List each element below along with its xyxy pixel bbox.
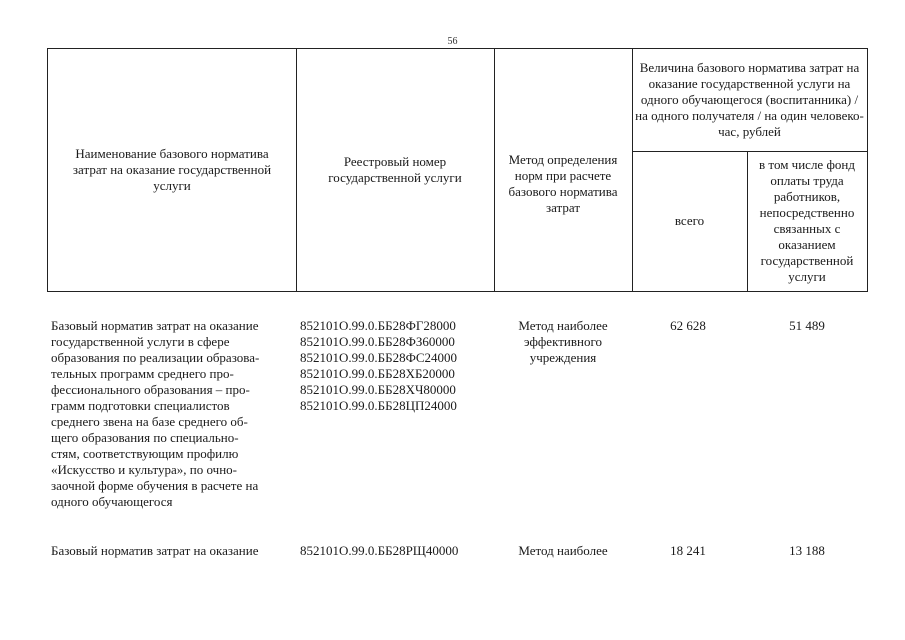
header-total: всего (674, 213, 705, 228)
name-line: фессионального образования – про- (51, 382, 250, 397)
registry-number: 852101О.99.0.ББ28РЩ40000 (300, 543, 459, 558)
name-line: заочной форме обучения в расчете на (51, 478, 259, 493)
row-total: 18 241 (670, 543, 706, 558)
row-registry (300, 318, 500, 414)
name-line: «Искусство и культура», по очно- (51, 462, 237, 477)
name-line: Базовый норматив затрат на оказание (51, 543, 259, 558)
registry-number: 852101О.99.0.ББ28ХЧ80000 (300, 382, 456, 397)
name-line: стям, соответствующим профилю (51, 446, 239, 461)
header-name: Наименование базового норматива затрат на оказание государственной услуги (72, 146, 272, 193)
name-line: образования по реализации образова- (51, 350, 260, 365)
registry-number: 852101О.99.0.ББ28ФГ28000 (300, 318, 456, 333)
name-line: тельных программ среднего про- (51, 366, 234, 381)
name-line: государственной услуги в сфере (51, 334, 230, 349)
registry-number: 852101О.99.0.ББ28ФЗ60000 (300, 334, 455, 349)
row-method: Метод наиболее эффективного учреждения (518, 318, 608, 365)
header-value: Величина базового норматива затрат на оказание государственной услуги на одного обучающегося (воспитанника) / на одного получателя / на один человеко-час, рублей (635, 60, 864, 139)
name-line: среднего звена на базе среднего об- (51, 414, 248, 429)
name-line: одного обучающегося (51, 494, 173, 509)
row-including: 13 188 (789, 543, 825, 558)
header-including: в том числе фонд оплаты труда работников, непосредственно связанных с оказанием государственной услуги (759, 157, 855, 284)
name-line: щего образования по специально- (51, 430, 239, 445)
row-method: Метод наиболее (518, 543, 608, 558)
row-registry (300, 543, 500, 559)
name-line: Базовый норматив затрат на оказание (51, 318, 259, 333)
header-registry: Реестровый номер государственной услуги (328, 154, 462, 185)
name-line: грамм подготовки специалистов (51, 398, 230, 413)
registry-number: 852101О.99.0.ББ28ХБ20000 (300, 366, 455, 381)
registry-number: 852101О.99.0.ББ28ФС24000 (300, 350, 458, 365)
registry-number: 852101О.99.0.ББ28ЦП24000 (300, 398, 457, 413)
page-number: 56 (447, 36, 458, 47)
row-including: 51 489 (789, 318, 825, 333)
row-name (51, 318, 294, 510)
table-header (47, 48, 868, 292)
header-method: Метод определения норм при расчете базового норматива затрат (508, 152, 618, 215)
row-total: 62 628 (670, 318, 706, 333)
row-name (51, 543, 294, 559)
